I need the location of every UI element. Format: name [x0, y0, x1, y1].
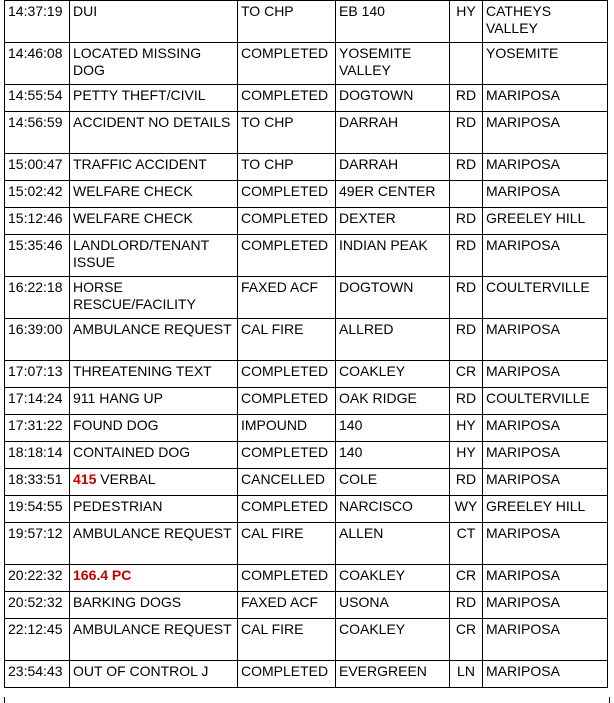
time-cell: [5, 181, 70, 208]
status-text: COMPLETED: [241, 183, 329, 199]
street-suffix-cell: [450, 442, 483, 469]
street-suffix-cell: [450, 661, 483, 688]
status-cell: [238, 1, 336, 43]
time-cell: [5, 361, 70, 388]
status-cell: [238, 319, 336, 361]
incident-cell: [70, 1, 238, 43]
street-suffix-text: RD: [455, 321, 477, 337]
status-cell: [238, 85, 336, 112]
town-text: COULTERVILLE: [486, 279, 590, 295]
table-row: [5, 154, 608, 181]
status-cell: [238, 43, 336, 85]
table-row: [5, 85, 608, 112]
town-text: MARIPOSA: [486, 525, 560, 541]
town-cell: [483, 181, 608, 208]
town-cell: [483, 415, 608, 442]
time-text: 18:33:51: [8, 471, 63, 487]
location-text: DEXTER: [339, 210, 396, 226]
street-suffix-text: HY: [456, 444, 476, 460]
table-row: [5, 361, 608, 388]
table-row: [5, 43, 608, 85]
town-cell: [483, 592, 608, 619]
town-text: GREELEY HILL: [486, 498, 586, 514]
street-suffix-text: RD: [455, 114, 477, 130]
status-text: CAL FIRE: [241, 621, 304, 637]
incident-text: PEDESTRIAN: [73, 498, 163, 514]
table-row: [5, 319, 608, 361]
table-row: [5, 469, 608, 496]
location-text: USONA: [339, 594, 389, 610]
status-cell: [238, 181, 336, 208]
table-row: [5, 181, 608, 208]
time-text: 19:54:55: [8, 498, 63, 514]
time-text: 14:46:08: [8, 45, 63, 61]
incident-cell: [70, 85, 238, 112]
time-cell: [5, 388, 70, 415]
town-text: MARIPOSA: [486, 417, 560, 433]
town-text: MARIPOSA: [486, 183, 560, 199]
table-row: [5, 496, 608, 523]
time-text: 22:12:45: [8, 621, 63, 637]
street-suffix-text: WY: [454, 498, 478, 514]
street-suffix-cell: [450, 469, 483, 496]
incident-text: TRAFFIC ACCIDENT: [73, 156, 207, 172]
incident-cell: [70, 208, 238, 235]
time-text: 14:55:54: [8, 87, 63, 103]
table-continuation: [4, 697, 610, 703]
incident-cell: [70, 154, 238, 181]
location-cell: [336, 442, 450, 469]
town-text: MARIPOSA: [486, 594, 560, 610]
time-text: 15:00:47: [8, 156, 63, 172]
location-text: ALLEN: [339, 525, 384, 541]
location-cell: [336, 661, 450, 688]
location-text: 140: [339, 417, 363, 433]
table-row: [5, 112, 608, 154]
street-suffix-text: LN: [457, 663, 475, 679]
table-row: [5, 523, 608, 565]
location-text: EVERGREEN: [339, 663, 427, 679]
time-text: 17:14:24: [8, 390, 63, 406]
location-text: EB 140: [339, 3, 385, 19]
street-suffix-cell: [450, 319, 483, 361]
town-cell: [483, 619, 608, 661]
location-text: OAK RIDGE: [339, 390, 417, 406]
time-cell: [5, 277, 70, 319]
incident-text: THREATENING TEXT: [73, 363, 212, 379]
town-text: GREELEY HILL: [486, 210, 586, 226]
location-cell: [336, 619, 450, 661]
status-cell: [238, 235, 336, 277]
location-text: 140: [339, 444, 363, 460]
town-cell: [483, 235, 608, 277]
status-text: COMPLETED: [241, 45, 329, 61]
town-text: MARIPOSA: [486, 114, 560, 130]
location-text: 49ER CENTER: [339, 183, 436, 199]
incident-text: WELFARE CHECK: [73, 210, 193, 226]
status-text: CAL FIRE: [241, 321, 304, 337]
location-text: NARCISCO: [339, 498, 413, 514]
location-cell: [336, 85, 450, 112]
location-text: DOGTOWN: [339, 87, 414, 103]
status-cell: [238, 361, 336, 388]
incident-text: OUT OF CONTROL J: [73, 663, 209, 679]
status-cell: [238, 154, 336, 181]
incident-cell: [70, 235, 238, 277]
town-text: CATHEYS VALLEY: [486, 3, 552, 36]
time-cell: [5, 565, 70, 592]
town-cell: [483, 565, 608, 592]
status-cell: [238, 523, 336, 565]
time-cell: [5, 43, 70, 85]
incident-text: AMBULANCE REQUEST: [73, 321, 232, 337]
town-cell: [483, 442, 608, 469]
town-text: MARIPOSA: [486, 87, 560, 103]
town-cell: [483, 85, 608, 112]
table-row: [5, 565, 608, 592]
incident-text: HORSE RESCUE/FACILITY: [73, 279, 196, 312]
status-text: COMPLETED: [241, 567, 329, 583]
location-text: ALLRED: [339, 321, 394, 337]
status-cell: [238, 565, 336, 592]
street-suffix-cell: [450, 523, 483, 565]
time-cell: [5, 112, 70, 154]
location-text: DARRAH: [339, 156, 399, 172]
time-text: 19:57:12: [8, 525, 63, 541]
incident-text: PETTY THEFT/CIVIL: [73, 87, 206, 103]
incident-cell: [70, 319, 238, 361]
location-cell: [336, 181, 450, 208]
time-text: 23:54:43: [8, 663, 63, 679]
time-text: 16:39:00: [8, 321, 63, 337]
street-suffix-cell: [450, 496, 483, 523]
location-cell: [336, 319, 450, 361]
street-suffix-cell: [450, 208, 483, 235]
town-cell: [483, 496, 608, 523]
location-cell: [336, 496, 450, 523]
location-text: COAKLEY: [339, 363, 406, 379]
status-cell: [238, 442, 336, 469]
street-suffix-cell: [450, 277, 483, 319]
town-text: MARIPOSA: [486, 156, 560, 172]
incident-text: LANDLORD/TENANT ISSUE: [73, 237, 213, 270]
time-cell: [5, 661, 70, 688]
incident-cell: [70, 388, 238, 415]
street-suffix-text: RD: [455, 471, 477, 487]
location-text: YOSEMITE VALLEY: [339, 45, 412, 78]
street-suffix-cell: [450, 154, 483, 181]
town-text: MARIPOSA: [486, 621, 560, 637]
status-cell: [238, 415, 336, 442]
status-cell: [238, 619, 336, 661]
penal-code: 166.4 PC: [73, 567, 132, 583]
incident-cell: [70, 43, 238, 85]
table-row: [5, 661, 608, 688]
incident-cell: [70, 415, 238, 442]
location-cell: [336, 154, 450, 181]
time-text: 17:07:13: [8, 363, 63, 379]
street-suffix-text: RD: [455, 390, 477, 406]
incident-text: VERBAL: [96, 471, 156, 487]
street-suffix-text: RD: [455, 210, 477, 226]
incident-cell: [70, 619, 238, 661]
location-cell: [336, 415, 450, 442]
location-text: COAKLEY: [339, 621, 406, 637]
street-suffix-text: RD: [455, 87, 477, 103]
incident-cell: [70, 361, 238, 388]
time-cell: [5, 415, 70, 442]
status-text: COMPLETED: [241, 444, 329, 460]
incident-text: WELFARE CHECK: [73, 183, 193, 199]
incident-cell: [70, 496, 238, 523]
incident-text: LOCATED MISSING DOG: [73, 45, 205, 78]
incident-cell: [70, 469, 238, 496]
location-cell: [336, 469, 450, 496]
street-suffix-text: CR: [455, 363, 477, 379]
status-text: COMPLETED: [241, 87, 329, 103]
status-text: CANCELLED: [241, 471, 326, 487]
location-cell: [336, 523, 450, 565]
location-text: DARRAH: [339, 114, 399, 130]
time-cell: [5, 235, 70, 277]
incident-text: BARKING DOGS: [73, 594, 182, 610]
table-row: [5, 442, 608, 469]
town-cell: [483, 1, 608, 43]
street-suffix-cell: [450, 592, 483, 619]
incident-cell: [70, 523, 238, 565]
incident-text: AMBULANCE REQUEST: [73, 621, 232, 637]
location-cell: [336, 1, 450, 43]
incident-cell: [70, 277, 238, 319]
street-suffix-text: RD: [455, 279, 477, 295]
time-cell: [5, 85, 70, 112]
street-suffix-cell: [450, 388, 483, 415]
location-text: INDIAN PEAK: [339, 237, 428, 253]
table-row: [5, 592, 608, 619]
table-row: [5, 1, 608, 43]
time-text: 15:12:46: [8, 210, 63, 226]
street-suffix-cell: [450, 181, 483, 208]
town-text: MARIPOSA: [486, 663, 560, 679]
time-text: 15:35:46: [8, 237, 63, 253]
status-text: FAXED ACF: [241, 594, 319, 610]
penal-code: 415: [73, 471, 97, 487]
street-suffix-cell: [450, 565, 483, 592]
incident-cell: [70, 112, 238, 154]
location-text: COAKLEY: [339, 567, 406, 583]
incident-text: FOUND DOG: [73, 417, 159, 433]
status-text: COMPLETED: [241, 363, 329, 379]
time-text: 20:22:32: [8, 567, 63, 583]
town-cell: [483, 319, 608, 361]
street-suffix-text: CR: [455, 567, 477, 583]
street-suffix-text: HY: [456, 417, 476, 433]
town-cell: [483, 388, 608, 415]
status-text: COMPLETED: [241, 498, 329, 514]
time-text: 15:02:42: [8, 183, 63, 199]
incident-log-table: [4, 0, 608, 688]
town-cell: [483, 208, 608, 235]
street-suffix-cell: [450, 43, 483, 85]
status-text: TO CHP: [241, 3, 294, 19]
status-cell: [238, 388, 336, 415]
table-row: [5, 277, 608, 319]
town-text: MARIPOSA: [486, 471, 560, 487]
street-suffix-cell: [450, 112, 483, 154]
town-cell: [483, 112, 608, 154]
location-cell: [336, 388, 450, 415]
street-suffix-text: RD: [455, 594, 477, 610]
town-cell: [483, 361, 608, 388]
status-cell: [238, 112, 336, 154]
status-text: COMPLETED: [241, 237, 329, 253]
town-text: YOSEMITE: [486, 45, 559, 61]
incident-text: ACCIDENT NO DETAILS: [73, 114, 231, 130]
status-cell: [238, 496, 336, 523]
status-text: TO CHP: [241, 156, 294, 172]
location-cell: [336, 112, 450, 154]
table-row: [5, 619, 608, 661]
town-cell: [483, 469, 608, 496]
time-cell: [5, 442, 70, 469]
time-text: 20:52:32: [8, 594, 63, 610]
table-row: [5, 415, 608, 442]
incident-cell: [70, 565, 238, 592]
time-cell: [5, 496, 70, 523]
street-suffix-text: RD: [455, 237, 477, 253]
time-text: 18:18:14: [8, 444, 63, 460]
time-cell: [5, 208, 70, 235]
time-cell: [5, 619, 70, 661]
town-cell: [483, 523, 608, 565]
status-cell: [238, 208, 336, 235]
location-cell: [336, 361, 450, 388]
town-cell: [483, 277, 608, 319]
incident-log-body: [5, 1, 608, 688]
status-text: CAL FIRE: [241, 525, 304, 541]
street-suffix-text: HY: [456, 3, 476, 19]
location-cell: [336, 565, 450, 592]
location-text: COLE: [339, 471, 378, 487]
table-row: [5, 235, 608, 277]
time-cell: [5, 319, 70, 361]
street-suffix-text: CR: [455, 621, 477, 637]
location-cell: [336, 277, 450, 319]
status-text: COMPLETED: [241, 210, 329, 226]
status-cell: [238, 277, 336, 319]
incident-cell: [70, 661, 238, 688]
street-suffix-cell: [450, 619, 483, 661]
status-cell: [238, 661, 336, 688]
time-text: 14:37:19: [8, 3, 63, 19]
town-cell: [483, 43, 608, 85]
time-cell: [5, 154, 70, 181]
time-text: 16:22:18: [8, 279, 63, 295]
location-cell: [336, 592, 450, 619]
status-text: TO CHP: [241, 114, 294, 130]
incident-text: 911 HANG UP: [73, 390, 163, 406]
table-row: [5, 208, 608, 235]
town-text: MARIPOSA: [486, 444, 560, 460]
incident-cell: [70, 181, 238, 208]
time-text: 17:31:22: [8, 417, 63, 433]
town-cell: [483, 661, 608, 688]
table-row: [5, 388, 608, 415]
town-text: MARIPOSA: [486, 237, 560, 253]
location-cell: [336, 235, 450, 277]
incident-text: AMBULANCE REQUEST: [73, 525, 232, 541]
time-cell: [5, 1, 70, 43]
status-cell: [238, 592, 336, 619]
location-text: DOGTOWN: [339, 279, 414, 295]
status-text: COMPLETED: [241, 390, 329, 406]
status-text: FAXED ACF: [241, 279, 319, 295]
time-cell: [5, 592, 70, 619]
street-suffix-cell: [450, 235, 483, 277]
street-suffix-text: RD: [455, 156, 477, 172]
location-cell: [336, 43, 450, 85]
location-cell: [336, 208, 450, 235]
town-text: MARIPOSA: [486, 321, 560, 337]
status-cell: [238, 469, 336, 496]
street-suffix-cell: [450, 85, 483, 112]
status-text: IMPOUND: [241, 417, 308, 433]
status-text: COMPLETED: [241, 663, 329, 679]
town-text: MARIPOSA: [486, 567, 560, 583]
street-suffix-text: CT: [456, 525, 476, 541]
street-suffix-cell: [450, 415, 483, 442]
incident-text: DUI: [73, 3, 98, 19]
street-suffix-cell: [450, 361, 483, 388]
incident-text: CONTAINED DOG: [73, 444, 191, 460]
town-text: MARIPOSA: [486, 363, 560, 379]
time-cell: [5, 469, 70, 496]
time-text: 14:56:59: [8, 114, 63, 130]
street-suffix-cell: [450, 1, 483, 43]
time-cell: [5, 523, 70, 565]
incident-cell: [70, 442, 238, 469]
incident-cell: [70, 592, 238, 619]
town-cell: [483, 154, 608, 181]
town-text: COULTERVILLE: [486, 390, 590, 406]
